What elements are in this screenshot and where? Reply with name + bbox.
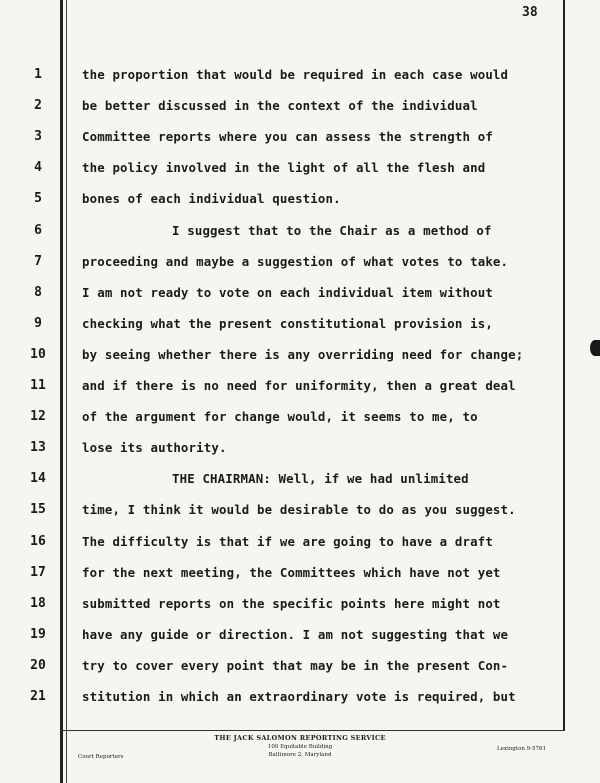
line-text: lose its authority. [82,440,227,455]
left-margin-rule [60,0,63,783]
line-number: 11 [30,378,46,393]
line-number: 2 [34,98,42,113]
line-text: the proportion that would be required in each case would [82,67,509,82]
edge-mark [590,340,600,356]
line-number: 16 [30,534,46,549]
line-text: of the argument for change would, it seems to me, to [82,409,478,424]
line-text: be better discussed in the context of the individual [82,98,478,113]
line-number: 21 [30,689,46,704]
line-text: the policy involved in the light of all the flesh and [82,160,486,175]
line-number: 12 [30,409,46,424]
line-text: stitution in which an extraordinary vote is required, but [82,689,516,704]
page-number: 38 [522,5,538,20]
line-text: by seeing whether there is any overriding need for change; [82,347,524,362]
footer-address-line1: 100 Equitable Building [267,744,333,750]
line-number: 4 [34,160,42,175]
line-text: try to cover every point that may be in the present Con- [82,658,509,673]
line-text: proceeding and maybe a suggestion of what votes to take. [82,254,509,269]
line-number: 18 [30,596,46,611]
line-number: 1 [34,67,42,82]
line-text: time, I think it would be desirable to do as you suggest. [82,502,516,517]
line-number: 19 [30,627,46,642]
line-text: I suggest that to the Chair as a method of [172,223,492,238]
footer-left-label: Court Reporters [78,754,124,760]
line-number: 7 [34,254,42,269]
line-text: checking what the present constitutional provision is, [82,316,493,331]
line-text: submitted reports on the specific points here might not [82,596,501,611]
line-number: 10 [30,347,46,362]
footer-right-label: Lexington 9-5761 [497,746,546,752]
line-number: 14 [30,471,46,486]
line-text: for the next meeting, the Committees which have not yet [82,565,501,580]
line-text: The difficulty is that if we are going to have a draft [82,534,493,549]
line-number: 5 [34,191,42,206]
line-number: 17 [30,565,46,580]
line-text: bones of each individual question. [82,191,341,206]
line-number: 6 [34,223,42,238]
line-text: Committee reports where you can assess the strength of [82,129,493,144]
line-text: and if there is no need for uniformity, then a great deal [82,378,516,393]
left-margin-rule-inner [66,0,67,783]
line-number: 3 [34,129,42,144]
line-text: THE CHAIRMAN: Well, if we had unlimited [172,471,469,486]
line-number: 9 [34,316,42,331]
line-number: 8 [34,285,42,300]
line-text: have any guide or direction. I am not suggesting that we [82,627,509,642]
line-text: I am not ready to vote on each individual item without [82,285,493,300]
line-number: 20 [30,658,46,673]
right-margin-rule [563,0,565,730]
footer-rule [60,730,565,731]
footer-address-line2: Baltimore 2, Maryland [268,752,332,758]
footer-service-name: THE JACK SALOMON REPORTING SERVICE [214,734,386,742]
line-number: 13 [30,440,46,455]
line-number: 15 [30,502,46,517]
